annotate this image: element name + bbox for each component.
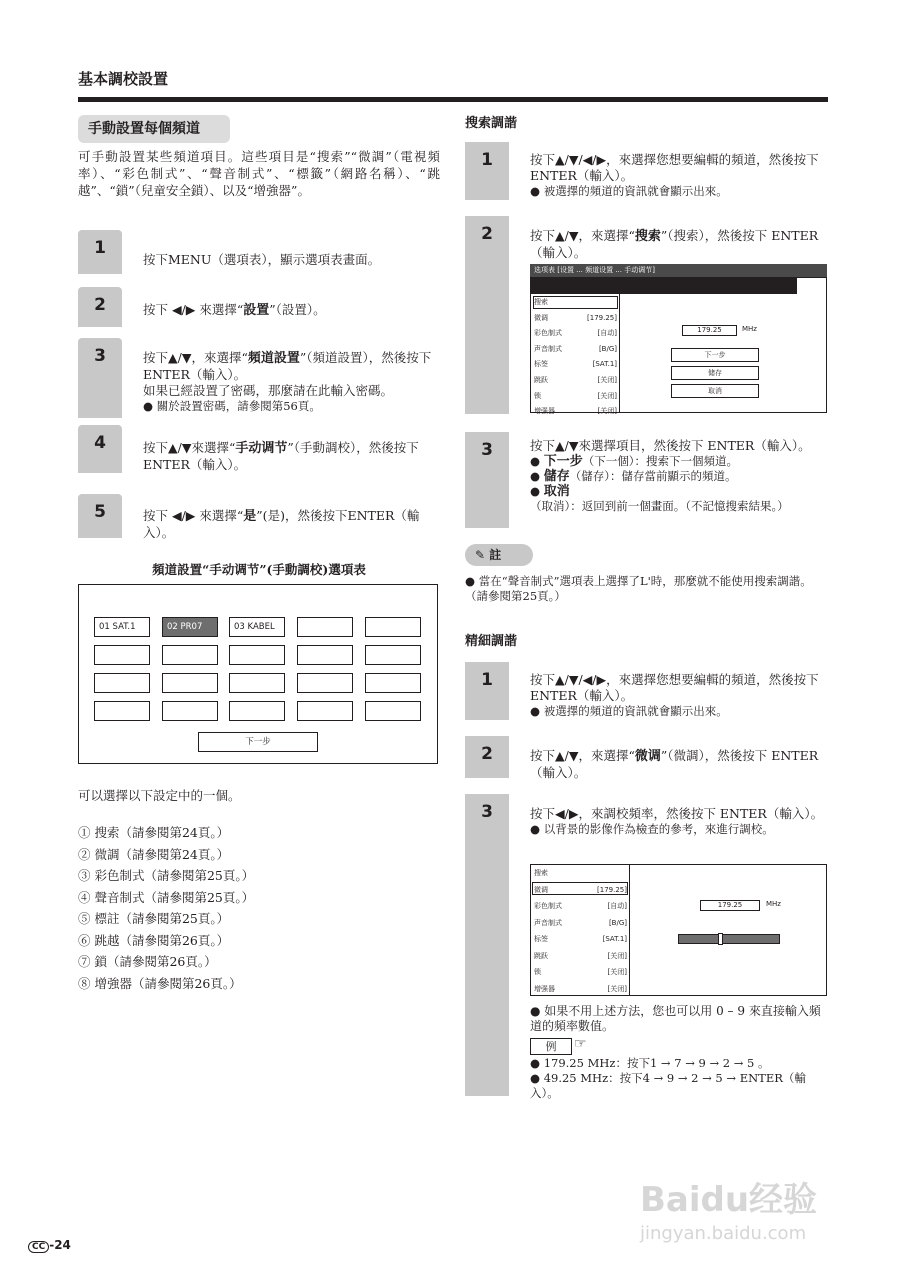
step-number: 4: [94, 433, 106, 453]
page-footer: [28, 1238, 71, 1252]
bullet-text: 被選擇的頻道的資訊就會顯示出來。: [543, 704, 728, 718]
step-2-text: [143, 302, 441, 319]
menu-item-label[interactable]: 锁: [534, 391, 541, 400]
example-item: ● 49.25 MHz：按下4 → 9 → 2 → 5 → ENTER（輸入）。: [530, 1071, 806, 1100]
search-next-button[interactable]: 下一步: [671, 348, 759, 362]
bold-term: 取消: [543, 484, 570, 499]
bullet-text: （下一個）：搜索下一個頻道。: [582, 454, 738, 468]
bold-term: 儲存: [543, 469, 570, 484]
step-5-text: [143, 508, 441, 541]
bold-term: 下一步: [543, 454, 583, 469]
text-segment: ”（設置）。: [269, 302, 326, 317]
search-freq-unit: MHz: [742, 325, 757, 333]
fine-step-3-text: [530, 806, 828, 836]
text-segment: ”(是)，然後按下ENTER（輸入）。: [143, 508, 420, 540]
step-number: 2: [94, 295, 106, 315]
text-segment: 按下▲/▼，來選擇“: [143, 350, 248, 365]
channel-cell[interactable]: [365, 645, 421, 665]
channel-cell[interactable]: [94, 701, 150, 721]
menu-item-value: [SAT.1]: [592, 360, 617, 369]
note-badge: [465, 544, 533, 566]
search-store-button[interactable]: 储存: [671, 366, 759, 380]
examples-list: [530, 1056, 828, 1101]
menu-item-label[interactable]: 声音制式: [534, 344, 562, 353]
list-item: ④ 聲音制式（請參閱第25頁。）: [78, 889, 255, 905]
channel-cell[interactable]: [229, 701, 285, 721]
pointing-hand-icon: ☞: [574, 1036, 587, 1052]
step-badge-2: [465, 736, 509, 778]
channel-cell[interactable]: [229, 673, 285, 693]
channel-grid-caption: 頻道設置“手动调节”(手動調校)選項表: [152, 562, 366, 577]
menu-item-label[interactable]: 锁: [534, 968, 541, 976]
text-segment: 按下▲/▼/◀/▶，來選擇您想要編輯的頻道，然後按下 ENTER（輸入）。: [530, 672, 819, 703]
step-number: 3: [481, 802, 493, 822]
step-badge-4: [78, 425, 122, 473]
bold-term: 是: [243, 509, 257, 524]
fine-tune-slider[interactable]: [678, 934, 780, 944]
list-item: ① 搜索（請參閱第24頁。）: [78, 825, 230, 840]
channel-cell[interactable]: 03 KABEL: [229, 617, 285, 637]
menu-item-value: [关闭]: [607, 984, 627, 993]
step-badge-3: [465, 794, 509, 1096]
manual-setup-heading: 手動設置每個頻道: [78, 115, 230, 143]
step-1-text: 按下MENU（選項表），顯示選項表畫面。: [143, 252, 381, 267]
step-4-text: [143, 440, 441, 473]
menu-item-value: [B/G]: [608, 918, 627, 927]
channel-cell[interactable]: 02 PR07: [162, 617, 218, 637]
menu-item-value: [179.25]: [587, 313, 617, 322]
step-number: 1: [481, 150, 493, 170]
menu-item-value: [自动]: [607, 902, 627, 910]
step-number: 1: [481, 670, 493, 690]
bold-term: 手动调节: [235, 441, 288, 456]
menu-item-value: [B/G]: [598, 344, 617, 353]
manual-intro-text: 可手動設置某些頻道項目。這些項目是“搜索”“微調”（電視頻率）、“彩色制式”、“聲音制式”、“標籤”（網路名稱）、“跳越”、“鎖”（兒童安全鎖）、以及“增強器”。: [78, 149, 440, 198]
step-number: 3: [481, 440, 493, 460]
direct-entry-tip: ● 如果不用上述方法，您也可以用 0 – 9 來直接輸入頻道的頻率數值。: [530, 1004, 821, 1033]
step-badge-1: [78, 230, 122, 274]
channel-cell[interactable]: [297, 701, 353, 721]
channel-cell[interactable]: [162, 673, 218, 693]
fine-tuning-title: 精細調諧: [465, 634, 518, 649]
region-code-icon: CC: [28, 1241, 49, 1253]
search-step-1-text: [530, 152, 828, 198]
menu-item-value: [关闭]: [607, 951, 627, 960]
channel-cell[interactable]: [297, 673, 353, 693]
menu-item-value: [自动]: [597, 329, 617, 338]
bullet-item: ● 下一步（下一個）：搜索下一個頻道。: [530, 454, 738, 469]
menu-item-label[interactable]: 标签: [534, 935, 548, 943]
channel-cell[interactable]: [365, 617, 421, 637]
bullet-text: 關於設置密碼，請參閱第56頁。: [156, 399, 321, 413]
text-segment: 按下▲/▼來選擇項目，然後按下 ENTER（輸入）。: [530, 438, 811, 453]
bullet-text: 179.25 MHz：按下1 → 7 → 9 → 2 → 5 。: [543, 1056, 770, 1070]
bold-term: 設置: [243, 303, 270, 318]
menu-titlebar: 选项表 [设置 ... 频道设置 ... 手动调节]: [530, 264, 827, 277]
slider-thumb[interactable]: [718, 933, 723, 945]
menu-highlight-box: [533, 296, 618, 309]
menu-item-value: [关闭]: [597, 407, 617, 416]
channel-cell[interactable]: [365, 701, 421, 721]
bullet-item: ● 儲存（儲存）：儲存當前顯示的頻道。: [530, 469, 737, 484]
menu-highlight-box: [532, 882, 628, 895]
list-item: ⑤ 標註（請參閱第25頁。）: [78, 911, 230, 926]
header-rule: [78, 97, 828, 102]
fine-step-1-text: [530, 672, 828, 718]
list-item: ⑦ 鎖（請參閱第26頁。）: [78, 954, 217, 969]
step-number: 2: [481, 224, 493, 244]
page-number: -24: [49, 1238, 71, 1252]
channel-cell[interactable]: [94, 673, 150, 693]
menu-item-value: [关闭]: [607, 968, 627, 976]
list-item: ② 微調（請參閱第24頁。）: [78, 846, 230, 862]
bullet-text: （取消）：返回到前一個畫面。（不記憶搜索結果。）: [530, 499, 789, 513]
channel-cell[interactable]: [297, 617, 353, 637]
step-badge-1: [465, 142, 509, 200]
channel-cell[interactable]: 01 SAT.1: [94, 617, 150, 637]
menu-item-value: [587, 866, 627, 881]
step-number: 5: [94, 502, 106, 522]
text-segment: ”（頻道設置），然後按下 ENTER（輸入）。: [143, 350, 432, 382]
text-segment: 如果已經設置了密碼，那麼請在此輸入密碼。: [143, 383, 394, 398]
menu-item-label[interactable]: 声音制式: [534, 918, 562, 927]
search-freq-box: 179.25: [682, 325, 737, 336]
menu-item-label[interactable]: 标签: [534, 360, 548, 369]
step-badge-3: [465, 432, 509, 528]
channel-cell[interactable]: [162, 701, 218, 721]
menu-item-label[interactable]: 彩色制式: [534, 329, 562, 338]
example-item: ● 179.25 MHz：按下1 → 7 → 9 → 2 → 5 。: [530, 1056, 770, 1070]
channel-cell[interactable]: [94, 645, 150, 665]
example-label: 例: [530, 1038, 572, 1055]
menu-item-label[interactable]: 微调: [534, 313, 548, 322]
grid-next-button[interactable]: 下一步: [198, 732, 318, 752]
search-tuning-title: 搜索調諧: [465, 116, 518, 131]
step-number: 3: [94, 346, 106, 366]
search-cancel-button[interactable]: 取消: [671, 384, 759, 398]
step-badge-5: [78, 494, 122, 538]
channel-cell[interactable]: [365, 673, 421, 693]
bullet-item: ● 取消（取消）：返回到前一個畫面。（不記憶搜索結果。）: [530, 484, 789, 513]
channel-cell[interactable]: [162, 645, 218, 665]
list-item: ③ 彩色制式（請參閱第25頁。）: [78, 868, 255, 883]
bullet-item: ● 關於設置密碼，請參閱第56頁。: [143, 399, 321, 413]
bullet-text: （儲存）：儲存當前顯示的頻道。: [569, 469, 737, 483]
bullet-text: 以背景的影像作為檢查的參考，來進行調校。: [543, 822, 774, 836]
bold-term: 搜索: [634, 229, 661, 244]
note-text: ● 當在“聲音制式”選項表上選擇了L'時，那麼就不能使用搜索調諧。（請參閱第25頁。）: [465, 574, 812, 603]
step-badge-1: [465, 662, 509, 720]
fine-freq-unit: MHz: [766, 900, 781, 908]
bullet-item: ● 以背景的影像作為檢查的參考，來進行調校。: [530, 822, 774, 836]
text-segment: ”（微調），然後按下 ENTER（輸入）。: [530, 748, 819, 780]
menu-item-value: [关闭]: [597, 391, 617, 400]
menu-item-label[interactable]: 彩色制式: [534, 902, 562, 910]
menu-item-value: [179.25]: [597, 885, 627, 894]
list-item: ⑧ 增強器（請參閱第26頁。）: [78, 975, 242, 991]
menu-item-label[interactable]: 增强器: [534, 984, 555, 993]
bullet-text: 被選擇的頻道的資訊就會顯示出來。: [543, 184, 728, 198]
select-one-text: 可以選擇以下設定中的一個。: [78, 788, 241, 803]
watermark-brand: Baidu经验: [640, 1180, 818, 1220]
channel-cell[interactable]: [229, 645, 285, 665]
menu-item-label[interactable]: 搜索: [534, 869, 548, 877]
step-badge-2: [465, 216, 509, 414]
pencil-icon: ✎: [475, 548, 486, 562]
settings-list: [78, 822, 254, 994]
bullet-item: ● 被選擇的頻道的資訊就會顯示出來。: [530, 184, 728, 198]
step-3-text: [143, 350, 441, 413]
bullet-text: 當在“聲音制式”選項表上選擇了L'時，那麼就不能使用搜索調諧。（請參閱第25頁。）: [465, 574, 812, 603]
text-segment: 按下 ◀/▶ 來選擇“: [143, 508, 244, 523]
menu-item-value: [SAT.1]: [602, 935, 627, 943]
text-segment: ”（手動調校），然後按下ENTER（輸入）。: [143, 440, 419, 472]
bold-term: 微调: [634, 749, 661, 764]
menu-item-label[interactable]: 增强器: [534, 407, 555, 416]
text-segment: 按下 ◀/▶ 來選擇“: [143, 302, 244, 317]
list-item: ⑥ 跳越（請參閱第26頁。）: [78, 932, 230, 948]
watermark-url: jingyan.baidu.com: [640, 1223, 807, 1244]
text-segment: 按下▲/▼/◀/▶，來選擇您想要編輯的頻道，然後按下 ENTER（輸入）。: [530, 152, 819, 183]
search-step-2-text: [530, 228, 828, 261]
menu-item-label[interactable]: 跳跃: [534, 951, 548, 960]
bullet-text: 49.25 MHz：按下4 → 9 → 2 → 5 → ENTER（輸入）。: [530, 1071, 806, 1100]
baidu-watermark: [640, 1150, 850, 1260]
menu-divider: [619, 294, 620, 412]
step-badge-3: [78, 338, 122, 418]
section-header-title: 基本調校設置: [78, 70, 169, 88]
menu-item-label[interactable]: 微调: [534, 885, 548, 894]
menu-dark-band: [531, 278, 797, 294]
bullet-text: 如果不用上述方法，您也可以用 0 – 9 來直接輸入頻道的頻率數值。: [530, 1004, 821, 1033]
text-segment: 按下▲/▼，來選擇“: [530, 228, 635, 243]
menu-item-value: [关闭]: [597, 376, 617, 384]
menu-item-label[interactable]: 跳跃: [534, 376, 548, 384]
menu-item-label[interactable]: 搜索: [534, 298, 548, 306]
channel-cell[interactable]: [297, 645, 353, 665]
text-segment: 按下◀/▶，來調校頻率，然後按下 ENTER（輸入）。: [530, 806, 824, 821]
bullet-item: ● 被選擇的頻道的資訊就會顯示出來。: [530, 704, 728, 718]
text-segment: 按下▲/▼，來選擇“: [530, 748, 635, 763]
step-number: 2: [481, 744, 493, 764]
step-number: 1: [94, 238, 106, 258]
text-segment: 按下▲/▼來選擇“: [143, 440, 236, 455]
step-badge-2: [78, 287, 122, 327]
menu-divider: [629, 865, 630, 995]
fine-step-2-text: [530, 748, 828, 781]
search-step-3-text: [530, 438, 828, 513]
fine-freq-box: 179.25: [700, 900, 760, 911]
text-segment: ”（搜索），然後按下 ENTER（輸入）。: [530, 228, 819, 260]
bold-term: 頻道設置: [247, 351, 300, 366]
note-label: 註: [489, 548, 502, 562]
